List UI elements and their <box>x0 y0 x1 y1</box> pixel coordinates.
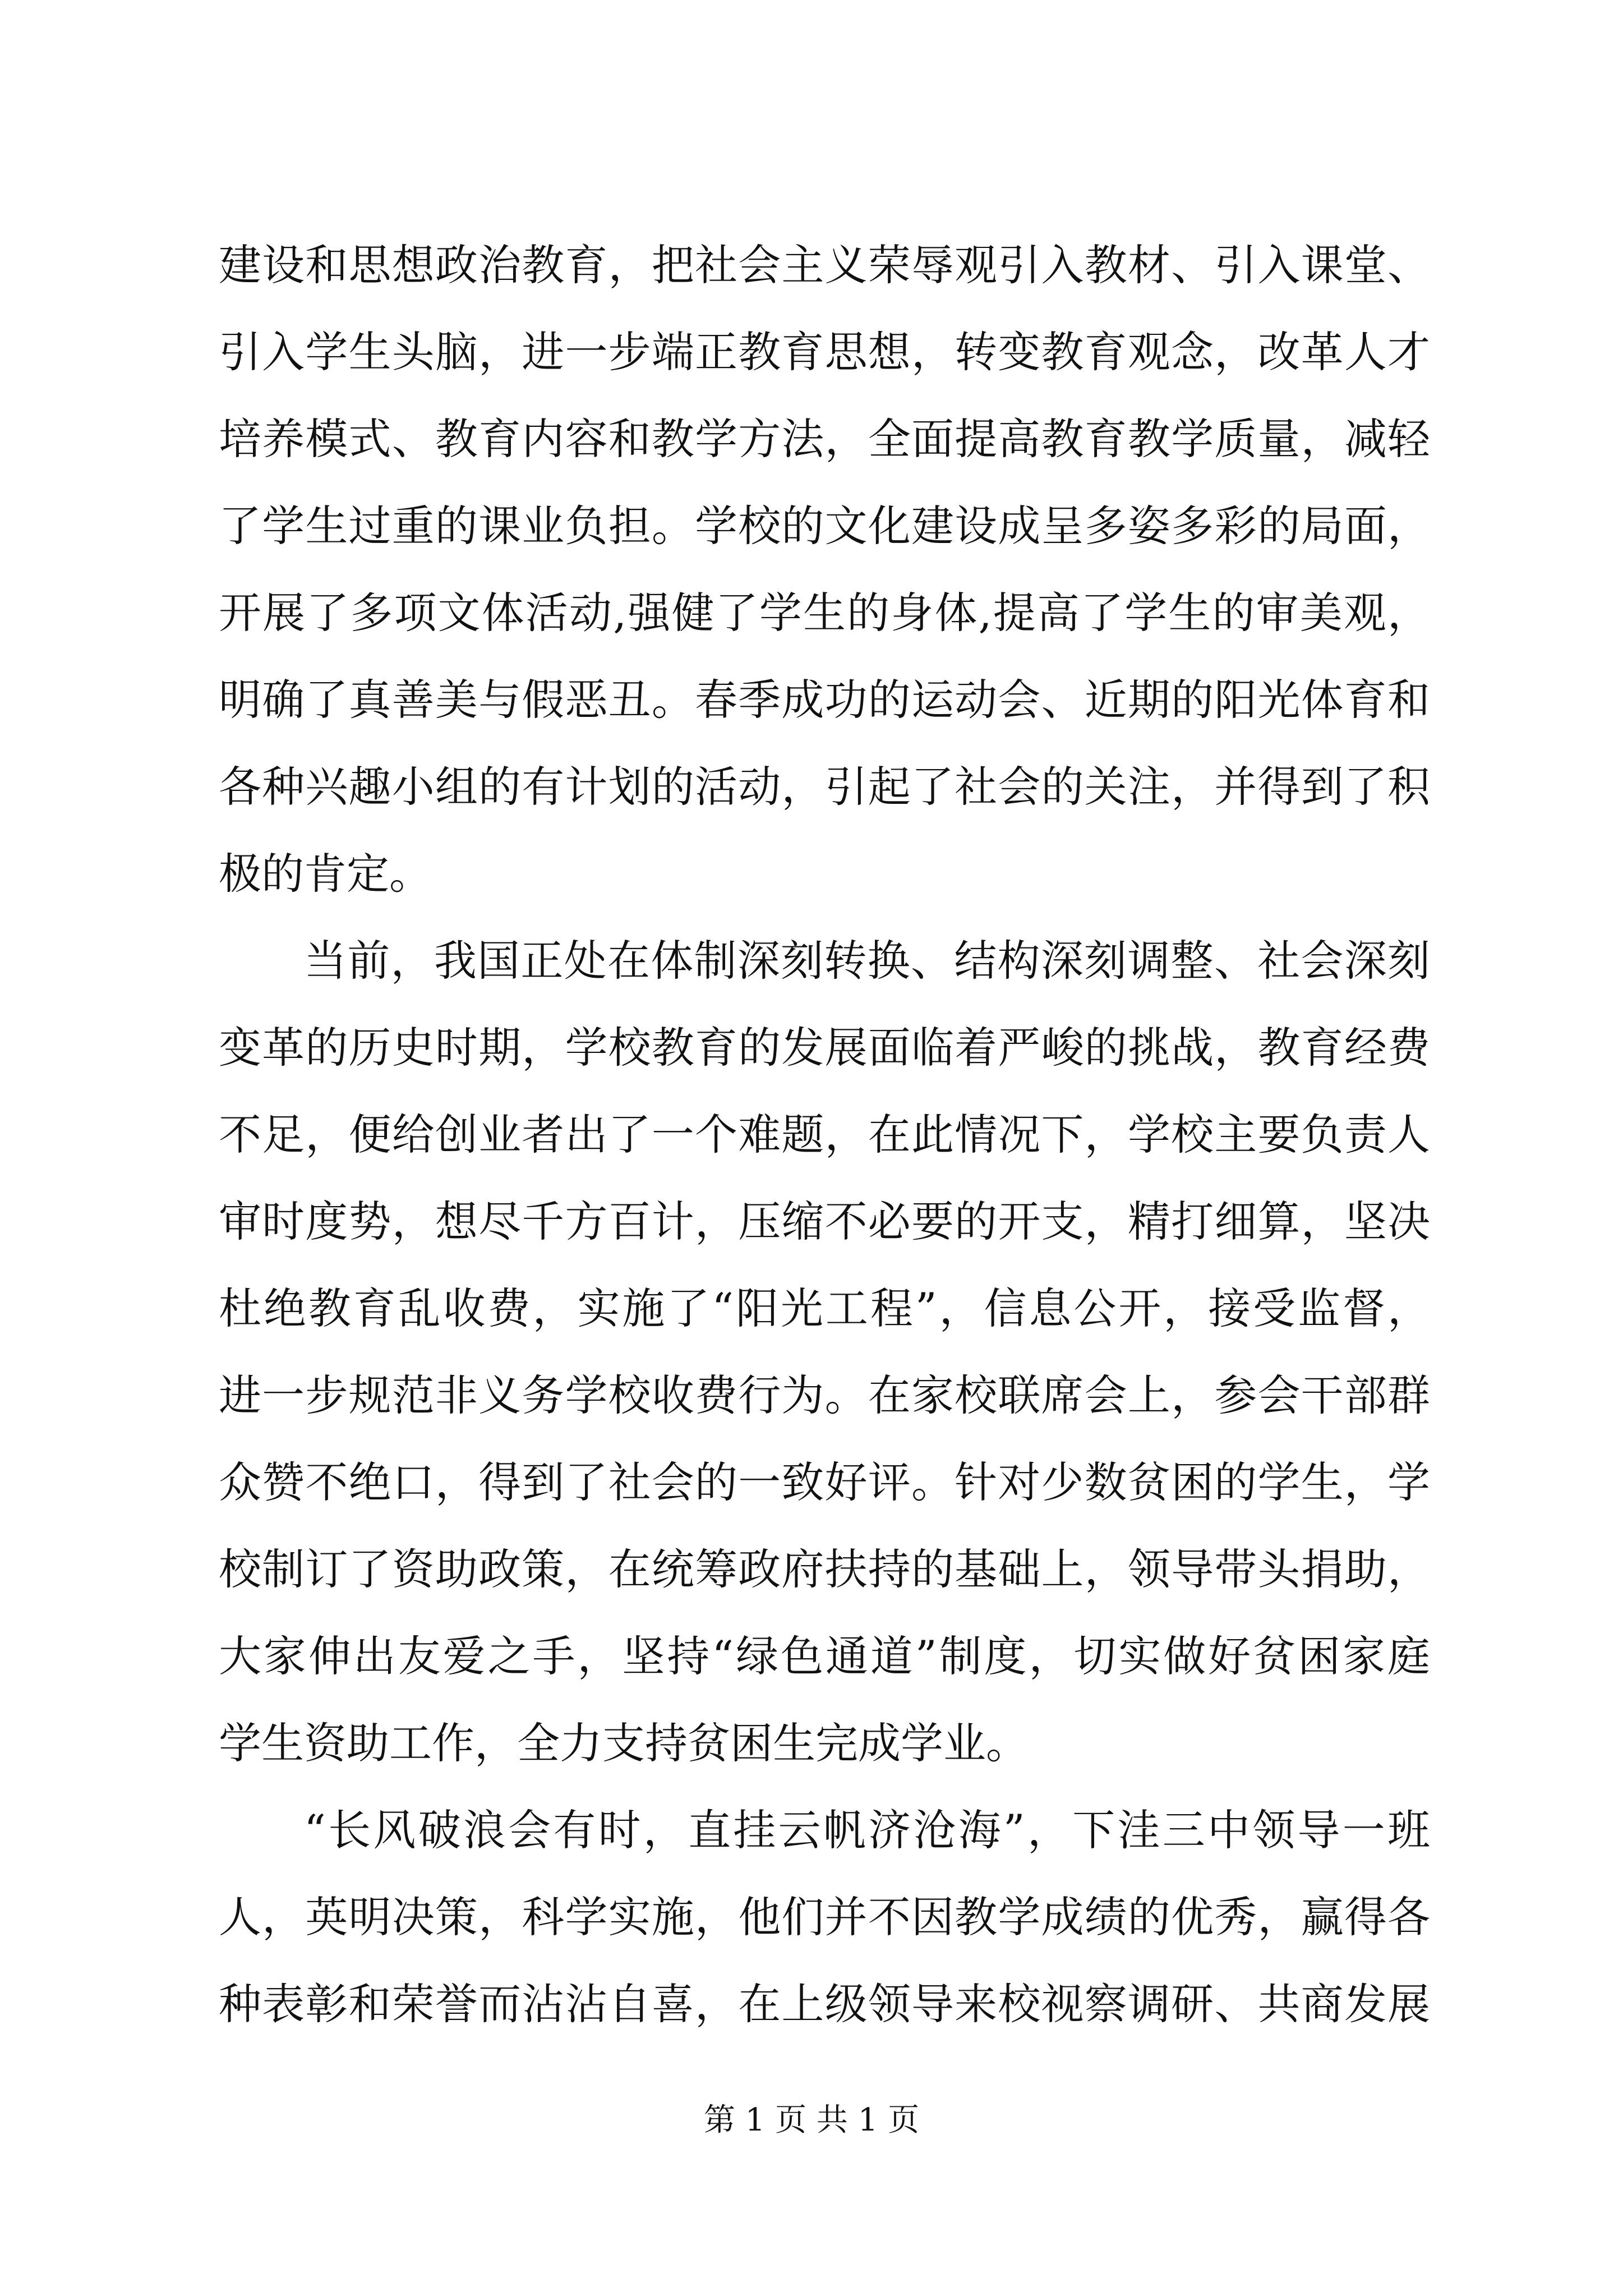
text-line: 开展了多项文体活动,强健了学生的身体,提高了学生的审美观， <box>219 588 1430 638</box>
text-line: 明确了真善美与假恶丑。春季成功的运动会、近期的阳光体育和 <box>219 675 1430 725</box>
body-text <box>219 222 1430 2047</box>
text-line: 培养模式、教育内容和教学方法，全面提高教育教学质量，减轻 <box>219 414 1430 464</box>
text-line: 校制订了资助政策，在统筹政府扶持的基础上，领导带头捐助， <box>219 1544 1430 1594</box>
text-line: 杜绝教育乱收费，实施了“阳光工程”，信息公开，接受监督， <box>219 1283 1430 1333</box>
text-line: “长风破浪会有时，直挂云帆济沧海”，下洼三中领导一班 <box>304 1805 1430 1855</box>
page-number: 第 1 页 共 1 页 <box>703 2102 920 2138</box>
text-line: 进一步规范非义务学校收费行为。在家校联席会上，参会干部群 <box>219 1370 1430 1420</box>
text-line: 建设和思想政治教育，把社会主义荣辱观引入教材、引入课堂、 <box>219 240 1430 290</box>
text-line: 大家伸出友爱之手，坚持“绿色通道”制度，切实做好贫困家庭 <box>219 1631 1430 1681</box>
text-line: 不足，便给创业者出了一个难题，在此情况下，学校主要负责人 <box>219 1110 1430 1159</box>
text-line: 了学生过重的课业负担。学校的文化建设成呈多姿多彩的局面， <box>219 501 1430 551</box>
text-line: 各种兴趣小组的有计划的活动，引起了社会的关注，并得到了积 <box>219 762 1430 812</box>
text-line: 审时度势，想尽千方百计，压缩不必要的开支，精打细算，坚决 <box>219 1197 1430 1246</box>
text-line: 当前，我国正处在体制深刻转换、结构深刻调整、社会深刻 <box>304 936 1430 986</box>
text-line: 引入学生头脑，进一步端正教育思想，转变教育观念，改革人才 <box>219 327 1430 377</box>
text-line: 人，英明决策，科学实施，他们并不因教学成绩的优秀，赢得各 <box>219 1892 1430 1942</box>
text-line: 变革的历史时期，学校教育的发展面临着严峻的挑战，教育经费 <box>219 1023 1430 1073</box>
text-line: 极的肯定。 <box>219 849 432 899</box>
text-line: 种表彰和荣誉而沾沾自喜，在上级领导来校视察调研、共商发展 <box>219 1979 1430 2029</box>
text-line: 众赞不绝口，得到了社会的一致好评。针对少数贫困的学生，学 <box>219 1457 1430 1507</box>
text-line: 学生资助工作，全力支持贫困生完成学业。 <box>219 1718 1029 1768</box>
